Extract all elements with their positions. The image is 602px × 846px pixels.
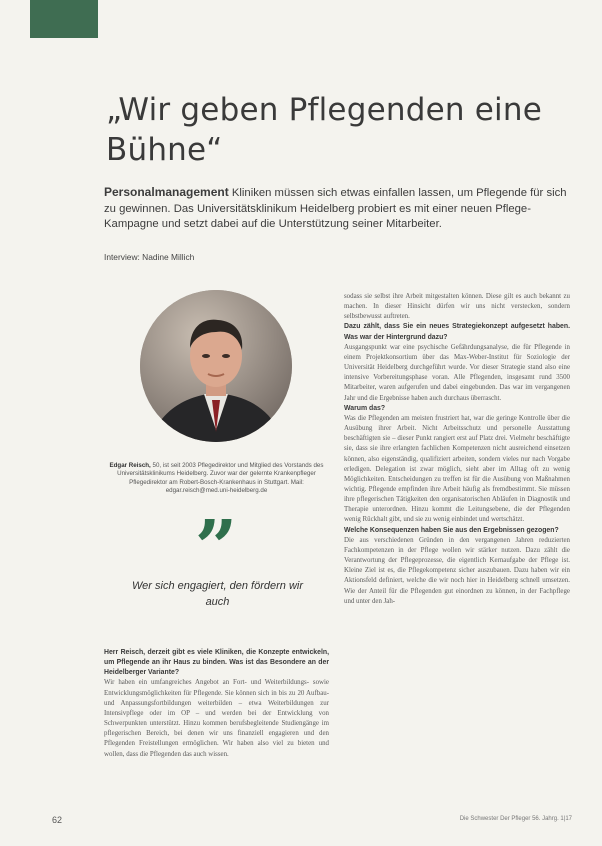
- interview-answer: Wir haben ein umfangreiches Angebot an Fort- und Weiterbildungs- sowie Entwicklungsmöglichkeiten für Pflegende. Sie können sich in bis zu 20 Aufbau- und Anpassungsfortbildungen weiterbilden – etwa Weiterbildungen zur Intensivpflege oder im OP – und werden bei der Entwicklung von Schwerpunkten unterstützt. Hinzu kommen berufsbegleitende Studiengänge im pflegerischen Bereich, bei denen wir uns finanziell engagieren und den Pflegenden Freistellungen ermöglichen. Wir haben also viel zu bieten und wollen, dass die Pflegenden das auch wissen.: [104, 679, 329, 758]
- interview-answer: Was die Pflegenden am meisten frustriert hat, war die geringe Kontrolle über die Ausübung ihrer Arbeit. Nicht Arbeitsschutz und personelle Ausstattung beschäftigten sie – dieser Punkt rangiert erst auf Platz drei. Vielmehr beschäftigte sie, dass sie ihre erlangten fachlichen Kompetenzen nicht ausreichend einsetzen können, also eigenständig, qualifiziert arbeiten, sondern vieles nur nach Vorgabe erledigen. Delegation ist zwar möglich, sieht aber im Alltag oft zu wenig Möglichkeiten. Entscheidungen zu treffen ist für die Ausübung von Maßnahmen wichtig. Pflegende empfinden ihre Arbeit häufig als fremdbestimmt. Sie müssen ihre pflegerischen Tätigkeiten den organisatorischen Abläufen in Diagnostik und Therapie unterordnen. Hinzu kommt die Leitungsebene, die der Pflegenden wenig Rückhalt gibt, und sie zu wenig einbindet und wertschätzt.: [344, 414, 570, 524]
- lead-keyword: Personalmanagement: [104, 185, 229, 199]
- interview-question: Warum das?: [344, 404, 386, 412]
- portrait-photo: [140, 290, 292, 442]
- column-right: [344, 292, 570, 607]
- caption-text: 50, ist seit 2003 Pflegedirektor und Mitglied des Vorstands des Universitätsklinikums Heidelberg. Zuvor war der gelernte Krankenpfleger Pflegedirektor am Robert-Bosch-Krankenhaus in Stuttgart. Mail: edgar.reisch@med.uni-heidelberg.de: [117, 462, 324, 495]
- interview-question: Herr Reisch, derzeit gibt es viele Kliniken, die Konzepte entwickeln, um Pflegende an ihr Haus zu binden. Was ist das Besondere an der Heidelberger Variante?: [104, 649, 329, 677]
- caption-name: Edgar Reisch,: [109, 462, 151, 469]
- quote-mark-icon: ”: [194, 505, 238, 591]
- section-tab: [30, 0, 98, 38]
- interview-answer: Ausgangspunkt war eine psychische Gefährdungsanalyse, die für Pflegende in einem Projektkonsortium über das Max-Weber-Institut für Soziologie der Universität Heidelberg durchgeführt wurde. Vor dieser Strategie stand also eine intensive Vorbereitungsphase voran. Alle Pflegenden, insgesamt rund 3500 Mitarbeiter, waren aufgerufen und dabei eingebunden. Das war im vergangenen Jahr und die Ergebnisse haben auch durchaus überrascht.: [344, 343, 570, 402]
- portrait-illustration: [140, 290, 292, 442]
- page-number: 62: [52, 815, 63, 825]
- portrait-caption: [104, 462, 329, 496]
- lead-text: Kliniken müssen sich etwas einfallen lassen, um Pflegende für sich zu gewinnen. Das Universitätsklinikum Heidelberg probiert es mit einer neuen Pflege-Kampagne und setzt dabei auf die Unterstützung seiner Mitarbeiter.: [104, 187, 567, 230]
- interview-answer: Die aus verschiedenen Gründen in den vergangenen Jahren reduzierten Fachkompetenzen in der Pflege wollen wir stärker nutzen. Dazu zählt die Verantwortung der Pflegeprozesse, die eigentlich Kernaufgabe der Pflege ist. Kleine Ziel ist es, die Pflegekompetenz sicher auszubauen. Dazu haben wir ein Aktionsfeld definiert, welche die wir noch hier in Heidelberg schnell umsetzen. Wie der Anteil für die Pflegenden gut einordnen zu können, in der Fachpflege und unter den Jah-: [344, 536, 570, 605]
- interviewer-credit: Interview: Nadine Millich: [104, 252, 195, 262]
- pull-quote: Wer sich engagiert, den fördern wir auch: [132, 580, 303, 608]
- article-title: „Wir geben Pflegenden eine Bühne“: [106, 92, 542, 168]
- article-lead: [104, 185, 572, 233]
- interview-question: Welche Konsequenzen haben Sie aus den Ergebnissen gezogen?: [344, 526, 559, 534]
- running-footer: Die Schwester Der Pfleger 56. Jahrg. 1|17: [459, 816, 572, 822]
- column-left: [104, 648, 329, 760]
- interview-question: Dazu zählt, dass Sie ein neues Strategiekonzept aufgesetzt haben. Was war der Hintergrund dazu?: [344, 323, 570, 341]
- interview-answer: sodass sie selbst ihre Arbeit mitgestalten können. Diese gilt es auch bekannt zu machen. In dieser Hinsicht dürfen wir uns nicht verstecken, sondern selbstbewusst auftreten.: [344, 293, 570, 321]
